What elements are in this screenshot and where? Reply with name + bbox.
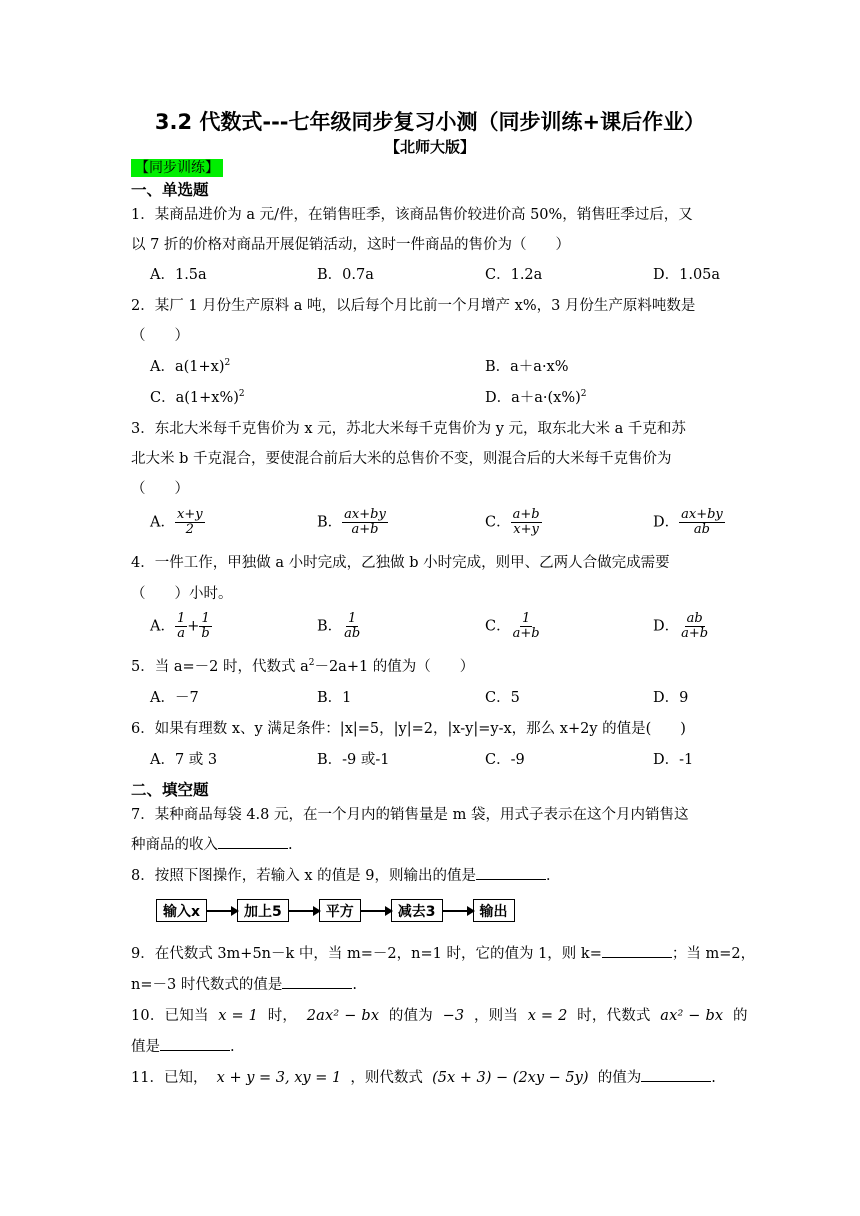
page-subtitle: 【北师大版】: [384, 138, 475, 156]
text: x + y = 3, xy = 1: [216, 1070, 342, 1086]
text: 2: [308, 658, 315, 669]
question-3-line-1: 3．东北大米每千克售价为 x 元，苏北大米每千克售价为 y 元，取东北大米 a 千克和苏: [131, 421, 686, 437]
question-8-line-1: [131, 864, 731, 885]
question-7-line-1: 7．某种商品每袋 4.8 元，在一个月内的销售量是 m 袋，用式子表示在这个月内销售这: [131, 807, 689, 823]
text: A．: [150, 618, 175, 635]
text: 9．在代数式 3m+5n－k 中，当 m=－2，n=1 时，它的值为 1，则 k=: [131, 946, 602, 962]
question-4-line-2: （ ）小时。: [131, 586, 233, 602]
text: 的: [732, 1008, 748, 1024]
text: 种商品的收入: [131, 837, 218, 853]
q2-option-a: [150, 355, 230, 376]
text: A．: [150, 514, 175, 531]
question-4-line-1: 4．一件工作，甲独做 a 小时完成，乙独做 b 小时完成，则甲、乙两人合做完成需要: [131, 555, 670, 571]
fraction: [342, 508, 388, 537]
text: .: [230, 1039, 235, 1055]
question-3-line-2: 北大米 b 千克混合，要使混合前后大米的总售价不变，则混合后的大米每千克售价为: [131, 451, 672, 467]
question-10-line-2: [131, 1035, 731, 1056]
q4-option-d: [653, 612, 710, 641]
text: a+b: [512, 507, 540, 522]
fraction: [199, 612, 211, 641]
q3-option-d: [653, 508, 725, 537]
fraction: [175, 508, 205, 537]
flow-arrow-icon: [289, 910, 319, 912]
text: x+y: [513, 522, 539, 537]
q3-option-b: [317, 508, 388, 537]
q5-option-b: B．1: [317, 690, 352, 706]
text: b: [201, 626, 210, 641]
q2-option-d: [485, 386, 587, 407]
text: ax+by: [344, 507, 386, 522]
q5-option-c: C．5: [485, 690, 520, 706]
fraction: [511, 612, 542, 641]
text: a+b: [681, 626, 709, 641]
q1-option-c: C．1.2a: [485, 267, 543, 283]
question-11-line-1: [131, 1066, 731, 1087]
q1-option-a: A．1.5a: [150, 267, 207, 283]
q4-option-c: [485, 612, 542, 641]
q6-option-a: A．7 或 3: [150, 752, 218, 768]
question-6-line-1: 6．如果有理数 x、y 满足条件：|x|=5，|y|=2，|x-y|=y-x，那么 x+2y 的值是( ): [131, 721, 686, 737]
text: ；当 m=2，: [671, 946, 756, 962]
flow-step-output: 输出: [473, 899, 515, 922]
q6-option-b: B．-9 或-1: [317, 752, 390, 768]
text: ．: [545, 868, 561, 884]
text: D．: [653, 514, 680, 531]
section-tag: 【同步训练】: [131, 159, 223, 177]
text: .: [352, 977, 357, 993]
text: 5．当 a=－2 时，代数式 a: [131, 659, 309, 675]
question-1-line-1: 1．某商品进价为 a 元/件，在销售旺季，该商品售价较进价高 50%，销售旺季过后，又: [131, 207, 693, 223]
section-heading-fill-in: 二、填空题: [131, 781, 209, 799]
flow-arrow-icon: [207, 910, 237, 912]
question-2-line-2: （ ）: [131, 328, 189, 344]
q4-option-b: [317, 612, 362, 641]
flow-arrow-icon: [361, 910, 391, 912]
section-heading-single-choice: 一、单选题: [131, 181, 209, 199]
answer-blank[interactable]: [602, 943, 672, 958]
text: 的值为: [597, 1070, 642, 1086]
text: 时，代数式: [577, 1008, 651, 1024]
text: B．: [317, 514, 343, 531]
text: 值是: [131, 1039, 160, 1055]
text: .: [711, 1070, 716, 1086]
text: C．a(1+x%): [150, 390, 239, 406]
text: C．: [485, 618, 511, 635]
flow-step-subtract: 减去3: [391, 899, 443, 922]
text: 8．按照下图操作，若输入 x 的值是 9，则输出的值是: [131, 868, 476, 884]
text: B．: [317, 618, 343, 635]
q5-option-a: A．－7: [150, 690, 199, 706]
text: (5x + 3) − (2xy − 5y): [432, 1070, 589, 1086]
flow-step-square: 平方: [319, 899, 361, 922]
text: 2: [238, 389, 245, 400]
answer-blank[interactable]: [282, 974, 352, 989]
text: .: [288, 837, 293, 853]
text: ab: [693, 522, 710, 537]
text: a+b: [351, 522, 379, 537]
flow-step-input: 输入x: [156, 899, 207, 922]
fraction: [679, 612, 710, 641]
text: x = 1: [218, 1008, 259, 1024]
q1-option-d: D．1.05a: [653, 267, 721, 283]
q4-option-a: [150, 612, 212, 641]
q3-option-a: [150, 508, 205, 537]
fraction: [175, 612, 187, 641]
fraction: [342, 612, 362, 641]
text: 2ax² − bx: [306, 1008, 380, 1024]
fraction: [511, 508, 542, 537]
text: 1: [201, 611, 210, 626]
text: －2a+1 的值为（ ）: [314, 659, 475, 675]
question-7-line-2: [131, 833, 731, 854]
text: 1: [521, 611, 531, 626]
question-3-line-3: （ ）: [131, 481, 189, 497]
text: 2: [185, 522, 194, 537]
text: ，则当: [473, 1008, 519, 1024]
operation-flowchart: [156, 899, 515, 922]
text: 时，: [267, 1008, 298, 1024]
text: a: [177, 626, 185, 641]
text: a+b: [512, 626, 540, 641]
text: ab: [344, 626, 361, 641]
text: n=－3 时代数式的值是: [131, 977, 283, 993]
q6-option-d: D．-1: [653, 752, 694, 768]
text: ax² − bx: [660, 1008, 724, 1024]
fraction: [679, 508, 725, 537]
q6-option-c: C．-9: [485, 752, 525, 768]
text: 1: [176, 611, 186, 626]
text: x+y: [176, 507, 203, 522]
question-5-line-1: [131, 655, 731, 676]
text: 2: [224, 358, 231, 369]
answer-blank[interactable]: [218, 834, 288, 849]
text: +: [187, 618, 200, 635]
text: D．a＋a·(x%): [485, 390, 581, 406]
q5-option-d: D．9: [653, 690, 689, 706]
text: ab: [686, 611, 703, 626]
text: 1: [348, 611, 357, 626]
q2-option-b: B．a＋a·x%: [485, 359, 569, 375]
text: x = 2: [527, 1008, 568, 1024]
question-9-line-1: [131, 942, 756, 963]
text: 的值为: [388, 1008, 433, 1024]
flow-arrow-icon: [443, 910, 473, 912]
question-1-line-2: 以 7 折的价格对商品开展促销活动，这时一件商品的售价为（ ）: [131, 237, 570, 253]
q1-option-b: B．0.7a: [317, 267, 374, 283]
text: ，则代数式: [350, 1070, 423, 1086]
text: ax+by: [681, 507, 723, 522]
text: −3: [442, 1008, 465, 1024]
text: C．: [485, 514, 511, 531]
question-2-line-1: 2．某厂 1 月份生产原料 a 吨，以后每个月比前一个月增产 x%，3 月份生产原料吨数是: [131, 298, 696, 314]
q3-option-c: [485, 508, 542, 537]
q2-option-c: [150, 386, 245, 407]
question-9-line-2: [131, 973, 731, 994]
text: 2: [580, 389, 587, 400]
answer-blank[interactable]: [476, 865, 546, 880]
page-title: 3.2 代数式---七年级同步复习小测（同步训练+课后作业）: [154, 110, 706, 134]
flow-step-add: 加上5: [237, 899, 289, 922]
text: D．: [653, 618, 680, 635]
text: 10．已知当: [131, 1008, 209, 1024]
answer-blank[interactable]: [641, 1067, 711, 1082]
text: A．a(1+x): [150, 359, 225, 375]
text: 11．已知，: [131, 1070, 208, 1086]
answer-blank[interactable]: [160, 1036, 230, 1051]
question-10-line-1: [131, 1004, 748, 1025]
